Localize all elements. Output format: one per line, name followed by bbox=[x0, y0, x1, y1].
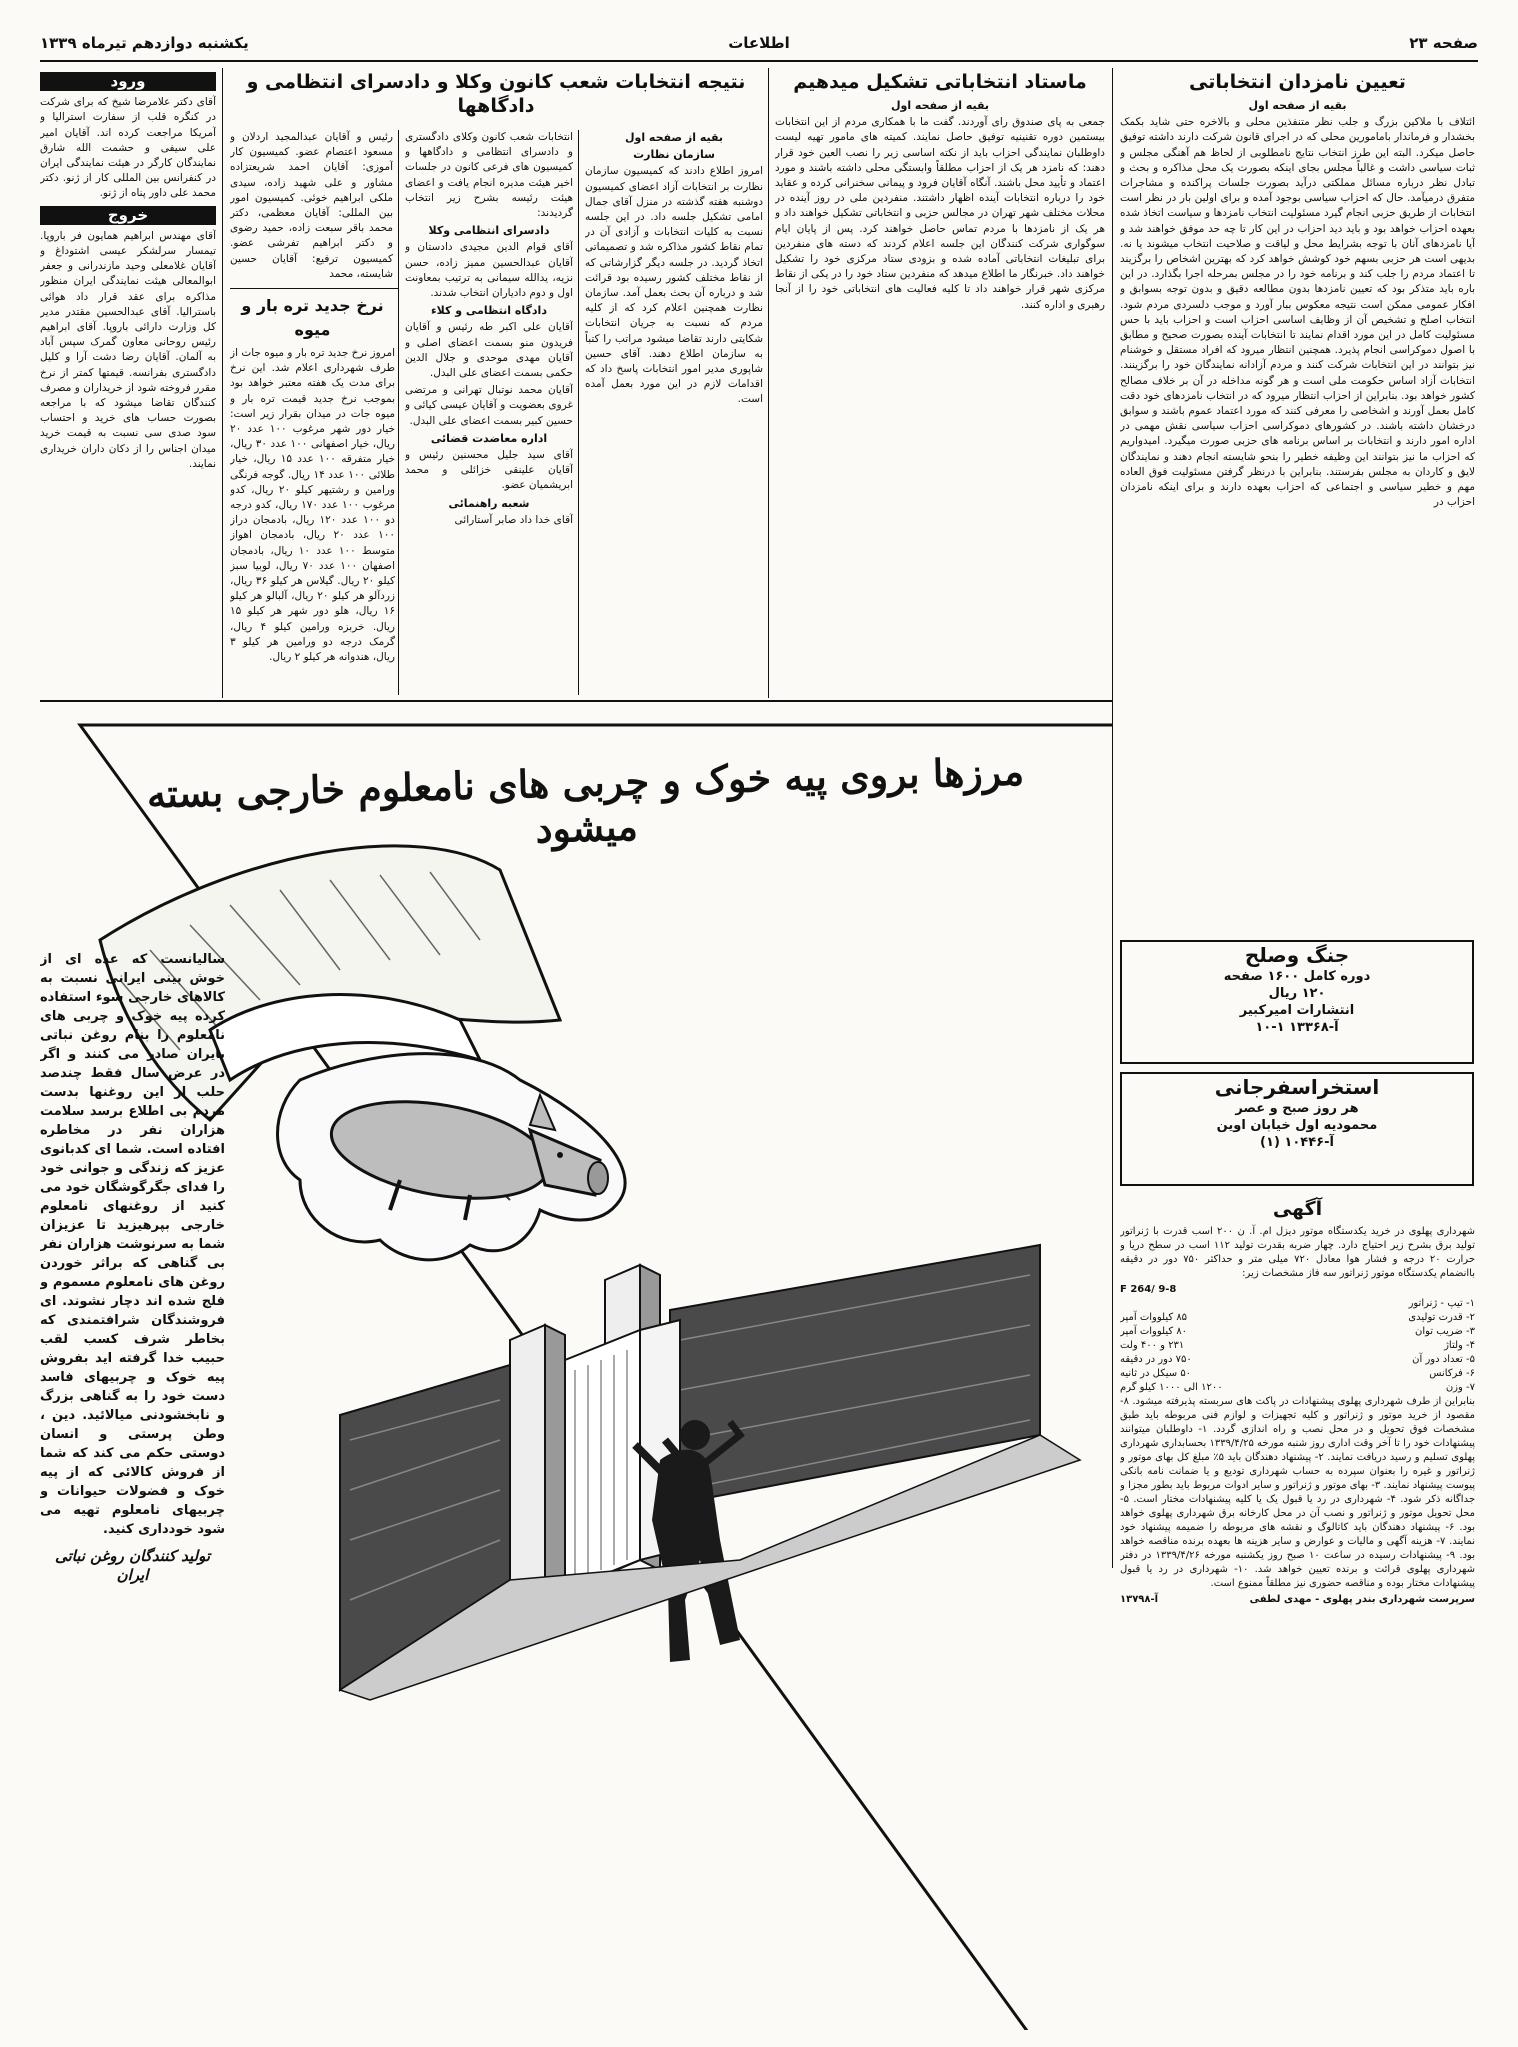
spec-row bbox=[1120, 1381, 1475, 1395]
ad-body-text: سالیانست که عده ای از خوش بینی ایرانی نسبت به کالاهای خارجی سوء استفاده کرده پیه خوک و چربی های نامعلوم را بنام روغن نباتی بایران صادر می کنند و اگر در عرض سال فقط چندصد حلب از این روغنها بدست مردم بی اطلاع برسد سلامت هزاران نفر در مخاطره افتاده است. شما ای کدبانوی عزیز که زندگی و جوانی خود را فدای جگرگوشگان خود می کنید از روغنهای نامعلوم خارجی بپرهیزید تا عزیزان شما به سرنوشت هزاران نفر بی گناهی که براثر خوردن روغن های نامعلوم مسموم و فلج شده اند دچار نشوند. ای فروشندگان شرافتمندی که بخاطر شرف کسب لقب حبیب خدا گرفته اید بفروش پیه خوک و چربیهای فاسد دست خود را به گناهی بزرگ و نابخشودنی میالائید. دین ، وطن پرستی و انسان دوستی حکم می کند که شما از فروش کالائی که از پیه خوک و فضولات حیوانات و چربیهای نامعلوم تهیه می شود خودداری کنید. bbox=[40, 952, 225, 1537]
ad-pool-line: هر روز صبح و عصر bbox=[1235, 1101, 1359, 1116]
section-body: آقای سید جلیل محسنین رئیس و آقایان علینقی خزائلی و محمد ابریشمیان عضو. bbox=[405, 449, 573, 492]
notice-footer-code: آ-۱۳۷۹۸ bbox=[1120, 1594, 1159, 1605]
spec-value: ۱۲۰۰ الی ۱۰۰۰ کیلو گرم bbox=[1120, 1382, 1223, 1393]
notice-body: بنابراین از طرف شهرداری پهلوی پیشنهادات در پاکت های سربسته پذیرفته میشود. ۸- مقصود از خرید موتور و ژنراتور و کلیه تجهیزات و لوازم فنی مربوطه باید طبق مشخصات فوق تحویل و در محل نصب و راه اندازی گردد. ۱- داوطلبان میتوانند پیشنهادات خود را تا آخر وقت اداری روز شنبه مورخه ۱۳۳۹/۴/۲۵ بحسابداری شهرداری پهلوی تسلیم و رسید دریافت نمایند. ۲- پیشنهاد دهندگان باید ۵٪ مبلغ کل بهای موتور و ژنراتور و غیره را بعنوان سپرده به حساب شهرداری تودیع و یا ضمانت نامه بانکی پیوست پیشنهاد نمایند. ۳- بهای موتور و ژنراتور و سایر ادوات مربوط باید بطور مجزا و جداگانه ذکر شود. ۴- شهرداری در رد یا قبول یک یا کلیه پیشنهادات مختار است. ۵- محل تحویل موتور و ژنراتور و نصب آن در محل کارخانه برق شهرداری پهلوی خواهد بود. ۶- پیشنهاد دهندگان باید کاتالوگ و نقشه های مربوطه را ضمیمه پیشنهاد خود نمایند. ۷- هزینه آگهی و مالیات و عوارض و سایر هزینه ها بعهده برنده مناقصه خواهد بود. ۹- پیشنهادات رسیده در ساعت ۱۰ صبح روز یکشنبه مورخه ۱۳۳۹/۴/۲۶ در دفتر شهرداری پهلوی قرائت و برنده تعیین خواهد شد. ۱۰- شهرداری در رد یا قبول پیشنهادات مختار بوده و مناقصه حضوری نیز مطلقاً ممنوع است. bbox=[1120, 1396, 1475, 1589]
org-name: سازمان نظارت bbox=[633, 148, 715, 162]
spec-value: ۸۵ کیلووات آمپر bbox=[1120, 1312, 1188, 1323]
departures-label: خروج bbox=[40, 206, 216, 225]
ad-book bbox=[1120, 940, 1474, 1064]
article-title: تعیین نامزدان انتخاباتی bbox=[1189, 71, 1406, 93]
article-body: امروز اطلاع دادند که کمیسیون سازمان نظارت بر انتخابات آزاد اعضای کمیسیون دوشنبه هفته گذشته در منزل آقای جمال امامی تشکیل جلسه داد. در این جلسه نسبت به کلیات انتخابات و آزادی آن در تمام نقاط کشور مذاکره شد و تصمیماتی اتخاذ گردید. در جلسه دیگر گزارشاتی که از نقاط مختلف کشور رسیده بود قرائت شد و درباره آن بحث بعمل آمد. سازمان نظارت همچنین اعلام کرد که از کلیه مردم که نسبت به جریان انتخابات شکایتی دارند تقاضا میشود مراتب را کتباً به سازمان اطلاع دهند. آقای حسین شاپوری مدیر امور انتخابات پاسخ داد که اقدامات لازم در این مورد بعمل آمده است. bbox=[585, 165, 763, 406]
spec-label: ۲- قدرت تولیدی bbox=[1408, 1312, 1475, 1323]
bar-commissions bbox=[230, 130, 393, 280]
ad-book-title: جنگ وصلح bbox=[1244, 943, 1350, 967]
article-bar-elections-left bbox=[405, 130, 573, 695]
article-body: ائتلاف با ملاکین بزرگ و جلب نظر متنفذین محلی و بالاخره حتی شاید بکمک بخشدار و فرماندار بامامورین محلی که در اجرای قانون شرکت دارند داشته توفیق حاصل میکرد. البته این طرز انتخاب نتایج نامطلوبی از لحاظ هم آهنگی مجلس و ثبات سیاسی داشت و غالباً مجلس بجای اینکه بصورت یک محل مذاکره و بحث و تبادل نظر درباره مسائل مملکتی درآید بصورت جلسات پراکنده و مشاجرات متفرق درمیآمد. حال که احزاب سیاسی بوجود آمده و برای اولین بار در نظر است انتخابات از طریق حزبی انجام گیرد مسئولیت انتخاب نامزدها و سیاست اتخاذ شده بعهده احزاب خواهد بود و باید دید احزاب در این کار تا چه حد موفق خواهند شد و آیا نامزدهای آنان با توجه بشرایط محل و لیاقت و صلاحیت انتخاب میشوند یا نه. بدیهی است هر حزبی بسهم خود کوشش خواهد کرد که بهترین اشخاص را برگزیند تا اعتماد مردم را جلب کند و برنامه خود را در مجلس بمرحله اجرا بگذارد. در این باره باید متذکر بود که تعیین نامزدها بدون مطالعه دقیق و بدون توجه بسوابق و افکار عمومی ممکن است نتیجه معکوس ببار آورد و موجب دلسردی مردم شود. انتخاب اصلح و تشخیص آن از وظایف اساسی احزاب است و احزاب باید با حس مسئولیت کامل در این مورد اقدام نمایند تا انتخابات آینده بصورت صحیح و مطابق با اصول دموکراسی انجام پذیرد. همچنین انتظار میرود که افراد مستقل و خوشنام نیز بتوانند در این انتخابات شرکت کنند و مردم آزادانه نمایندگان خود را برگزینند. انتخابات آزاد اساس حکومت ملی است و هر گونه مداخله در آن بر خلاف مصالح کشور خواهد بود. بنابراین از احزاب انتظار میرود که در انتخاب نامزدهای خود دقت کامل بعمل آورند و اشخاصی را معرفی کنند که مورد اعتماد عموم باشند و سوابق درخشان داشته باشند. در کشورهای دموکراسی احزاب سیاسی نقش مهمی در اداره امور دارند و انتخابات بر اساس برنامه های حزبی صورت میگیرد. امیدواریم که احزاب ما نیز بتوانند این وظیفه خطیر را بنحو شایسته انجام دهند و نمایندگان لایق و کاردان به مجلس بفرستند. بنابراین با درنظر گرفتن مسئولیت فوق العاده مهم و خطیر سیاسی و اجتماعی که احزاب بعهده دارند و برای اینکه نامزدان احزاب در bbox=[1120, 116, 1475, 509]
ad-pool-title: استخراسفرجانی bbox=[1214, 1075, 1380, 1099]
spec-row bbox=[1120, 1367, 1475, 1381]
arrivals-label: ورود bbox=[40, 72, 216, 91]
spec-value: ۲۳۱ و ۴۰۰ ولت bbox=[1120, 1340, 1185, 1351]
notice-code: F 264/ 9-8 bbox=[1120, 1284, 1177, 1295]
column-divider bbox=[1112, 68, 1113, 1568]
ad-book-line: ۱۲۰ ریال bbox=[1268, 986, 1326, 1001]
continued-note: بقیه از صفحه اول bbox=[890, 99, 990, 112]
section-body: آقای خدا داد صابر آستارائی bbox=[454, 513, 573, 526]
continued-note: بقیه از صفحه اول bbox=[624, 131, 724, 144]
article-title: نرخ جدید تره بار و میوه bbox=[241, 296, 384, 339]
arrivals-departures bbox=[40, 68, 216, 698]
newspaper-name: اطلاعات bbox=[728, 34, 790, 52]
spec-value: ۷۵۰ دور در دقیقه bbox=[1120, 1354, 1192, 1365]
issue-date: یکشنبه دوازدهم تیرماه ۱۳۳۹ bbox=[40, 34, 249, 52]
article-campaign-hq bbox=[775, 68, 1105, 698]
ad-book-line: دوره کامل ۱۶۰۰ صفحه bbox=[1223, 969, 1371, 984]
spec-row bbox=[1120, 1297, 1475, 1311]
article-bar-elections-right bbox=[585, 130, 763, 695]
ad-pool-line: محمودیه اول خیابان اوین bbox=[1216, 1118, 1378, 1133]
spec-value: ۸۰ کیلووات آمپر bbox=[1120, 1326, 1188, 1337]
section-rule bbox=[230, 288, 398, 289]
arrivals-body: آقای دکتر علامرضا شیخ که برای شرکت در کنگره قلب از سفارت استرالیا و آمریکا مراجعت کرده اند. آقایان امیر علی سیفی و حشمت الله شارق نمایندگان کارگر در هیئت نمایندگی ایران در کنفرانس بین المللی کار از ژنو. دکتر محمد علی داور پناه از ژنو. bbox=[40, 96, 216, 200]
spec-label: ۴- ولتاژ bbox=[1444, 1340, 1475, 1351]
notice-signatory: سرپرست شهرداری بندر پهلوی - مهدی لطفی bbox=[1249, 1594, 1475, 1605]
article-body: جمعی به پای صندوق رای آوردند. گفت ما با همکاری مردم از این انتخابات بیستمین دوره تقنینیه توفیق حاصل نمایند. کمیته های مامور تهیه لیست داوطلبان نمایندگی احزاب باید از نکته اساسی زیر را نصب العین خود قرار دهند: که نامزد هر یک از احزاب مطلقاً وابستگی محلی داشته باشند و مورد اعتماد و تأیید محل باشند. آنگاه آقایان فرود و پیمانی سخنرانی کرده و عقاید خود را درباره انتخابات آینده اظهار داشتند. منفردین ملی در روز آینده در محلات مختلف شهر تهران در مجالس حزبی و انتخاباتی تشکیل خواهند داد و هر یک از نامزدها با مردم تماس حاصل خواهند کرد. پس از پایان ایام سوگواری شرکت کنندگان این جلسه اعلام کردند که دسته های منفردین برای تبلیغات انتخاباتی آماده شده و بزودی ستاد مرکزی خود را تشکیل خواهند داد. خبرنگار ما اطلاع میدهد که منفردین ستاد خود را در یکی از نقاط مرکزی شهر قرار خواهند داد تا کلیه فعالیت های انتخاباتی خود را از آنجا رهبری و اداره کنند. bbox=[775, 116, 1105, 311]
article-title: نتیجه انتخابات شعب کانون وکلا و دادسرای انتظامی و دادگاهها bbox=[246, 71, 746, 117]
section-heading: دادسرای انتظامی وکلا bbox=[428, 224, 550, 238]
spec-label: ۱- تیپ - ژنراتور bbox=[1408, 1298, 1475, 1309]
article-produce-prices bbox=[230, 292, 395, 692]
column-divider bbox=[398, 130, 399, 695]
section-heading: دادگاه انتظامی و کلاء bbox=[431, 304, 547, 318]
article-body: انتخابات شعب کانون وکلای دادگستری و دادسرای انتظامی و دادگاهها و کمیسیون های فرعی کانون در جلسات اخیر هیئت مدیره انجام یافت و اعضای هیئت رئیسه بشرح زیر انتخاب گردیدند: bbox=[405, 131, 573, 220]
ad-pool bbox=[1120, 1072, 1474, 1186]
section-heading: شعبه راهنمائی bbox=[448, 496, 530, 510]
article-candidates bbox=[1120, 68, 1475, 928]
ad-book-line: آ-۱۳۳۶۸ ۱-۱۰ bbox=[1255, 1020, 1339, 1035]
spec-row bbox=[1120, 1311, 1475, 1325]
spec-label: ۷- وزن bbox=[1445, 1382, 1475, 1393]
spec-row bbox=[1120, 1325, 1475, 1339]
column-divider bbox=[578, 130, 579, 695]
spec-label: ۵- تعداد دور آن bbox=[1412, 1354, 1475, 1365]
notice-title: آگهی bbox=[1272, 1198, 1323, 1220]
spec-label: ۳- ضریب توان bbox=[1414, 1326, 1475, 1337]
notice-intro: شهرداری پهلوی در خرید یکدستگاه موتور دیزل ام. آ. ن ۲۰۰ اسب قدرت با ژنراتور تولید برق بشرح زیر احتیاج دارد. چهار ضربه بقدرت تولید ۱۱۲ اسب در سطح دریا و حرارت ۲۰ درجه و فشار هوا معادل ۷۲۰ میلی متر و حداکثر ۷۵۰ دور در دقیقه باانضمام یکدستگاه موتور ژنراتور سه فاز مشخصات زیر: bbox=[1120, 1226, 1475, 1279]
ad-vegetable-oil bbox=[40, 700, 1112, 2030]
spec-value: ۵۰ سیکل در ثانیه bbox=[1120, 1368, 1192, 1379]
spec-row bbox=[1120, 1353, 1475, 1367]
section-body: آقایان محمد نوتبال تهرانی و مرتضی غروی بعضویت و آقایان عیسی کیائی و حسین کبیر بسمت اعضای علی البدل. bbox=[405, 384, 573, 427]
ad-pool-line: آ-۱۰۴۴۶ (۱) bbox=[1260, 1135, 1334, 1150]
ad-book-line: انتشارات امیرکبیر bbox=[1239, 1003, 1355, 1018]
spec-label: ۶- فرکانس bbox=[1429, 1368, 1475, 1379]
masthead-rule bbox=[40, 60, 1478, 62]
section-body: آقایان علی اکبر طه رئیس و آقایان فریدون منو بسمت اعضای اصلی و آقایان مهدی موحدی و جلال الدین حکمی بسمت اعضای علی البدل. bbox=[405, 321, 573, 380]
article-body: امروز نرخ جدید تره بار و میوه جات از طرف شهرداری اعلام شد. این نرخ برای مدت یک هفته معتبر خواهد بود بموجب نرخ جدید قیمت تره بار و میوه جات در میدان بقرار زیر است: خیار دور شهر مرغوب ۱۰۰ عدد ۲۰ ریال، خیار اصفهانی ۱۰۰ عدد ۳۰ ریال، خیار متفرقه ۱۰۰ عدد ۱۵ ریال، خیار طلائی ۱۰۰ عدد ۱۴ ریال. گوجه فرنگی ورامین و رشتیهر کیلو ۲۰ ریال، کدو مرغوب ۱۰۰ عدد ۱۷۰ ریال، کدو درجه دو ۱۰۰ عدد ۱۲۰ ریال، بادمجان دراز ۱۰۰ عدد ۲۰ ریال، بادمجان اهواز متوسط ۱۰۰ عدد ۱۰ ریال، بادمجان اصفهان ۱۰۰ عدد ۷۰ ریال، لوبیا سبز کیلو ۲۰ ریال. گیلاس هر کیلو ۳۶ ریال، زردآلو هر کیلو ۲۰ ریال، آلبالو هر کیلو ۱۶ ریال، هلو دور شهر هر کیلو ۱۵ ریال. خربزه ورامین کیلو ۴ ریال، گرمک درجه دو ورامین هر کیلو ۳ ریال، هندوانه هر کیلو ۲ ریال. bbox=[230, 347, 395, 664]
continued-note: بقیه از صفحه اول bbox=[1248, 99, 1347, 112]
spec-list bbox=[1120, 1297, 1475, 1395]
section-heading: اداره معاضدت قضائی bbox=[430, 431, 548, 445]
page-number: صفحه ۲۳ bbox=[1409, 34, 1478, 52]
ad-headline: مرزها بروی پیه خوک و چربی های نامعلوم خارجی بسته میشود bbox=[146, 748, 1025, 852]
notice-footer bbox=[1120, 1593, 1475, 1607]
departures-body: آقای مهندس ابراهیم همایون فر باروپا. تیمسار سرلشکر عیسی اشتوداغ و آقایان غلامعلی وحید مازندرانی و جعفر ابوالمعالی هیئت نمایندگی ایران منظور مذاکره برای عقد قرار داد هوائی باسترالیا. آقای عبدالحسین مقتدر مدیر کل وزارت دارائی باروپا. آقای ابراهیم رئیس روحانی معاون گمرک سپس آباد به آلمان. آقایان رضا دشت آرا و کلیل دادگستری بفرانسه. قیمتها کمتر از نرخ مقرر فروخته شود از خریداران و مصرف کنندگان تقاضا میشود که با مراجعه بصورت حساب های خرید و احتساب سود صدی سی نسبت به قیمت خرید میدان اجناس را از دکان داران خریداری نمایند. bbox=[40, 229, 216, 470]
ad-signature: تولید کنندگان روغن نباتی ایران bbox=[54, 1547, 211, 1584]
spec-row bbox=[1120, 1339, 1475, 1353]
commission-body: رئیس و آقایان عبدالمجید اردلان و مسعود اعتصام عضو. کمیسیون کار آموزی: آقایان احمد شریعتزاده مشاور و علی شهید زاده، سیدی ملکی ابراهیم خوئی. کمیسیون امور بین المللی: آقایان معظمی، دکتر محمد باقر سبعت زاده، حمید رضوی و دکتر ابراهیم تفرشی عضو. کمیسیون ترفیع: آقایان حسین شایسته، محمد bbox=[230, 131, 393, 280]
section-body: آقای قوام الدین مجیدی دادستان و آقایان عبدالحسین ممیز زاده، حسن نزیه، یدالله سیمانی به ترتیب بمعاونت اول و دوم دادیاران انتخاب شدند. bbox=[405, 241, 573, 300]
masthead bbox=[40, 34, 1478, 62]
article-title: ماستاد انتخاباتی تشکیل میدهیم bbox=[793, 71, 1087, 93]
notice-tender bbox=[1120, 1195, 1475, 2010]
ad-body bbox=[40, 950, 225, 1710]
column-divider bbox=[222, 68, 223, 698]
column-divider bbox=[768, 68, 769, 698]
